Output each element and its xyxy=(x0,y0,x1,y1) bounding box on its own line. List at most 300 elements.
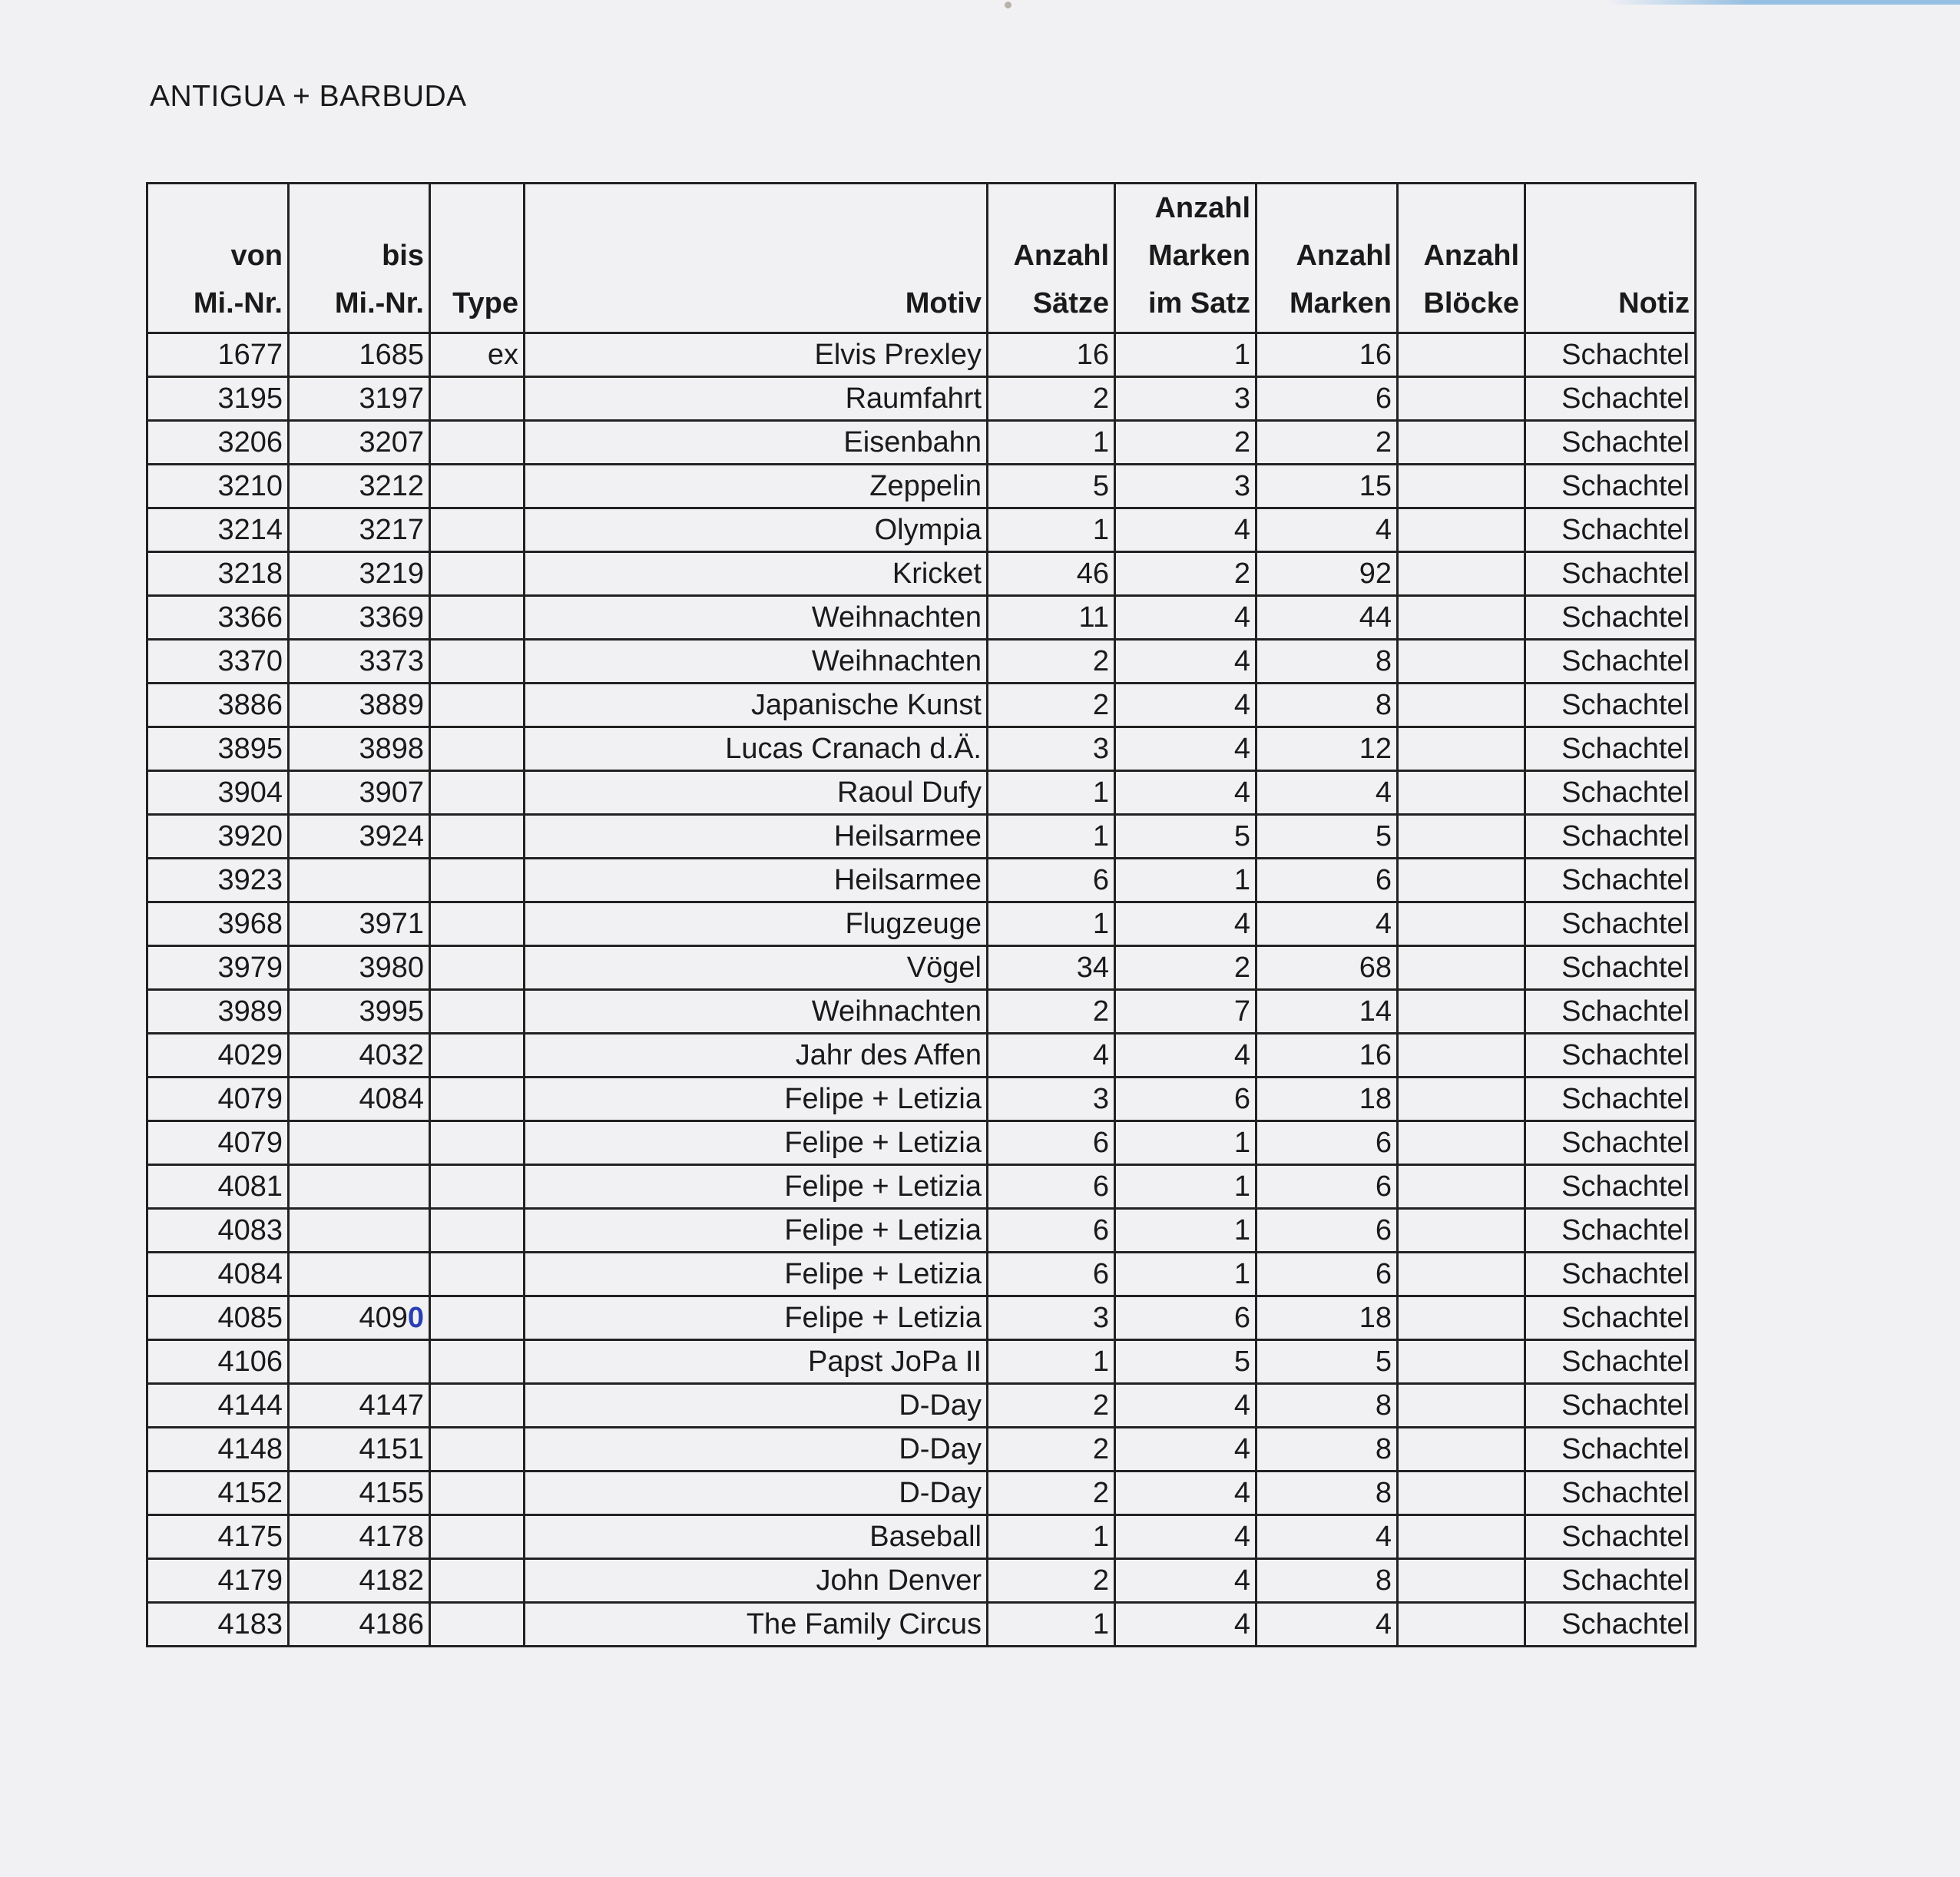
col-notiz-cell: Schachtel xyxy=(1525,640,1696,684)
col-anzahl-saetze-cell: 6 xyxy=(988,1121,1115,1165)
col-anzahl-marken-cell: 6 xyxy=(1256,1209,1398,1253)
col-anzahl-bloecke-cell xyxy=(1398,815,1525,859)
col-motiv-cell: Heilsarmee xyxy=(525,859,988,902)
col-von-cell: 3968 xyxy=(147,902,289,946)
col-bis-cell: 3980 xyxy=(289,946,430,990)
col-anzahl-bloecke-cell xyxy=(1398,1428,1525,1471)
col-anzahl-marken-cell: 18 xyxy=(1256,1296,1398,1340)
col-anzahl-bloecke-cell xyxy=(1398,1603,1525,1647)
table-row xyxy=(147,1428,1696,1471)
col-notiz-cell: Schachtel xyxy=(1525,815,1696,859)
table-row xyxy=(147,596,1696,640)
col-anzahl-saetze-cell: 2 xyxy=(988,1428,1115,1471)
col-von-cell: 4148 xyxy=(147,1428,289,1471)
handwritten-correction-digit: 0 xyxy=(407,1302,424,1334)
col-anzahl-saetze-cell: 1 xyxy=(988,771,1115,815)
col-bis-cell: 3369 xyxy=(289,596,430,640)
col-anzahl-marken-im-satz-cell: 1 xyxy=(1115,859,1256,902)
col-motiv-header xyxy=(525,184,988,333)
header-line: Marken xyxy=(1289,287,1392,319)
col-von-cell: 3195 xyxy=(147,377,289,421)
col-bis-cell: 4032 xyxy=(289,1034,430,1078)
col-von-cell: 4179 xyxy=(147,1559,289,1603)
col-bis-cell: 3219 xyxy=(289,552,430,596)
col-motiv-cell: Zeppelin xyxy=(525,465,988,508)
col-bis-cell: 4084 xyxy=(289,1078,430,1121)
header-line: Anzahl xyxy=(1154,192,1250,224)
table-row xyxy=(147,421,1696,465)
col-type-cell xyxy=(430,946,525,990)
col-von-cell: 3366 xyxy=(147,596,289,640)
table-row xyxy=(147,1603,1696,1647)
col-motiv-cell: Elvis Prexley xyxy=(525,333,988,377)
table-row xyxy=(147,990,1696,1034)
col-type-cell xyxy=(430,1603,525,1647)
col-anzahl-saetze-cell: 46 xyxy=(988,552,1115,596)
table-row xyxy=(147,1340,1696,1384)
col-von-header xyxy=(147,184,289,333)
col-von-cell: 4085 xyxy=(147,1296,289,1340)
col-notiz-cell: Schachtel xyxy=(1525,1165,1696,1209)
col-notiz-cell: Schachtel xyxy=(1525,1121,1696,1165)
col-type-cell xyxy=(430,1340,525,1384)
col-bis-header xyxy=(289,184,430,333)
col-bis-cell: 4147 xyxy=(289,1384,430,1428)
col-bis-cell: 3373 xyxy=(289,640,430,684)
col-notiz-cell: Schachtel xyxy=(1525,465,1696,508)
col-anzahl-marken-im-satz-cell: 4 xyxy=(1115,1428,1256,1471)
col-von-cell: 4079 xyxy=(147,1121,289,1165)
col-type-cell xyxy=(430,1078,525,1121)
col-anzahl-marken-im-satz-cell: 3 xyxy=(1115,465,1256,508)
table-row xyxy=(147,1034,1696,1078)
col-notiz-cell: Schachtel xyxy=(1525,377,1696,421)
col-anzahl-marken-cell: 12 xyxy=(1256,727,1398,771)
col-notiz-cell: Schachtel xyxy=(1525,1428,1696,1471)
col-motiv-cell: Felipe + Letizia xyxy=(525,1296,988,1340)
col-type-cell xyxy=(430,552,525,596)
col-notiz-cell: Schachtel xyxy=(1525,990,1696,1034)
col-notiz-cell: Schachtel xyxy=(1525,552,1696,596)
col-anzahl-marken-cell: 4 xyxy=(1256,1515,1398,1559)
col-anzahl-marken-cell: 18 xyxy=(1256,1078,1398,1121)
col-anzahl-marken-cell: 8 xyxy=(1256,640,1398,684)
col-anzahl-marken-im-satz-cell: 1 xyxy=(1115,1253,1256,1296)
table-row xyxy=(147,640,1696,684)
col-anzahl-saetze-cell: 1 xyxy=(988,1515,1115,1559)
header-line: Mi.-Nr. xyxy=(334,287,424,319)
col-bis-cell xyxy=(289,1209,430,1253)
col-anzahl-saetze-cell: 2 xyxy=(988,684,1115,727)
col-anzahl-marken-cell: 8 xyxy=(1256,1428,1398,1471)
table-row xyxy=(147,859,1696,902)
col-bis-cell: 3212 xyxy=(289,465,430,508)
col-anzahl-marken-cell: 6 xyxy=(1256,859,1398,902)
col-anzahl-saetze-cell: 6 xyxy=(988,1209,1115,1253)
col-motiv-cell: Weihnachten xyxy=(525,596,988,640)
col-motiv-cell: Lucas Cranach d.Ä. xyxy=(525,727,988,771)
col-bis-cell: 4186 xyxy=(289,1603,430,1647)
col-type-cell xyxy=(430,684,525,727)
col-anzahl-saetze-cell: 1 xyxy=(988,508,1115,552)
header-line: Marken xyxy=(1147,240,1250,272)
col-anzahl-saetze-cell: 1 xyxy=(988,815,1115,859)
col-notiz-cell: Schachtel xyxy=(1525,1209,1696,1253)
col-anzahl-marken-im-satz-cell: 4 xyxy=(1115,596,1256,640)
header-line: bis xyxy=(382,240,424,272)
header-line: Notiz xyxy=(1618,287,1690,319)
col-anzahl-bloecke-cell xyxy=(1398,1034,1525,1078)
col-anzahl-saetze-header xyxy=(988,184,1115,333)
col-anzahl-marken-im-satz-cell: 2 xyxy=(1115,946,1256,990)
col-anzahl-bloecke-cell xyxy=(1398,727,1525,771)
col-anzahl-marken-im-satz-cell: 6 xyxy=(1115,1078,1256,1121)
col-bis-cell: 3995 xyxy=(289,990,430,1034)
col-type-cell xyxy=(430,596,525,640)
col-type-cell xyxy=(430,1034,525,1078)
col-motiv-cell: Felipe + Letizia xyxy=(525,1253,988,1296)
table-row xyxy=(147,946,1696,990)
header-line: von xyxy=(230,240,283,272)
col-von-cell: 4144 xyxy=(147,1384,289,1428)
col-anzahl-bloecke-cell xyxy=(1398,859,1525,902)
col-motiv-cell: Felipe + Letizia xyxy=(525,1078,988,1121)
col-bis-cell: 4155 xyxy=(289,1471,430,1515)
col-anzahl-bloecke-cell xyxy=(1398,1384,1525,1428)
col-anzahl-marken-im-satz-cell: 5 xyxy=(1115,815,1256,859)
col-anzahl-bloecke-cell xyxy=(1398,377,1525,421)
col-von-cell: 3214 xyxy=(147,508,289,552)
col-anzahl-bloecke-cell xyxy=(1398,902,1525,946)
col-notiz-cell: Schachtel xyxy=(1525,902,1696,946)
col-anzahl-saetze-cell: 1 xyxy=(988,1603,1115,1647)
col-anzahl-marken-cell: 8 xyxy=(1256,684,1398,727)
col-anzahl-marken-im-satz-cell: 1 xyxy=(1115,1165,1256,1209)
col-bis-cell: 3898 xyxy=(289,727,430,771)
col-motiv-cell: D-Day xyxy=(525,1428,988,1471)
col-bis-cell: 1685 xyxy=(289,333,430,377)
table-row xyxy=(147,771,1696,815)
col-bis-cell xyxy=(289,859,430,902)
col-anzahl-bloecke-cell xyxy=(1398,552,1525,596)
col-anzahl-saetze-cell: 2 xyxy=(988,640,1115,684)
col-type-cell xyxy=(430,990,525,1034)
col-anzahl-marken-cell: 16 xyxy=(1256,333,1398,377)
col-anzahl-bloecke-cell xyxy=(1398,1253,1525,1296)
col-anzahl-marken-im-satz-header xyxy=(1115,184,1256,333)
col-motiv-cell: Flugzeuge xyxy=(525,902,988,946)
col-anzahl-marken-im-satz-cell: 4 xyxy=(1115,1515,1256,1559)
col-anzahl-bloecke-cell xyxy=(1398,1078,1525,1121)
col-von-cell: 4106 xyxy=(147,1340,289,1384)
col-anzahl-saetze-cell: 3 xyxy=(988,727,1115,771)
col-anzahl-saetze-cell: 3 xyxy=(988,1078,1115,1121)
col-bis-cell: 3924 xyxy=(289,815,430,859)
col-anzahl-marken-cell: 14 xyxy=(1256,990,1398,1034)
col-von-cell: 4079 xyxy=(147,1078,289,1121)
col-von-cell: 3979 xyxy=(147,946,289,990)
col-anzahl-marken-cell: 68 xyxy=(1256,946,1398,990)
col-bis-cell xyxy=(289,1340,430,1384)
header-line: Sätze xyxy=(1032,287,1109,319)
col-type-cell xyxy=(430,1384,525,1428)
stamp-inventory-table xyxy=(146,182,1697,1647)
scan-edge-tint xyxy=(1605,0,1960,5)
col-bis-cell: 3907 xyxy=(289,771,430,815)
col-anzahl-bloecke-cell xyxy=(1398,1165,1525,1209)
col-motiv-cell: Eisenbahn xyxy=(525,421,988,465)
col-bis-cell: 3207 xyxy=(289,421,430,465)
col-notiz-cell: Schachtel xyxy=(1525,1078,1696,1121)
table-row xyxy=(147,1253,1696,1296)
col-type-cell: ex xyxy=(430,333,525,377)
col-anzahl-marken-cell: 2 xyxy=(1256,421,1398,465)
col-anzahl-marken-im-satz-cell: 4 xyxy=(1115,902,1256,946)
col-anzahl-bloecke-cell xyxy=(1398,684,1525,727)
col-anzahl-marken-cell: 6 xyxy=(1256,1165,1398,1209)
col-motiv-cell: Vögel xyxy=(525,946,988,990)
col-anzahl-saetze-cell: 6 xyxy=(988,859,1115,902)
col-notiz-cell: Schachtel xyxy=(1525,859,1696,902)
col-anzahl-bloecke-cell xyxy=(1398,640,1525,684)
col-anzahl-marken-cell: 16 xyxy=(1256,1034,1398,1078)
col-anzahl-saetze-cell: 2 xyxy=(988,990,1115,1034)
col-type-cell xyxy=(430,1253,525,1296)
col-notiz-cell: Schachtel xyxy=(1525,333,1696,377)
col-motiv-cell: Weihnachten xyxy=(525,990,988,1034)
col-bis-cell: 4090 xyxy=(289,1296,430,1340)
col-notiz-cell: Schachtel xyxy=(1525,1603,1696,1647)
header-line: Anzahl xyxy=(1423,240,1519,272)
col-anzahl-marken-cell: 44 xyxy=(1256,596,1398,640)
col-motiv-cell: Raumfahrt xyxy=(525,377,988,421)
col-bis-cell: 4178 xyxy=(289,1515,430,1559)
col-anzahl-marken-cell: 8 xyxy=(1256,1384,1398,1428)
col-anzahl-marken-im-satz-cell: 2 xyxy=(1115,552,1256,596)
col-anzahl-saetze-cell: 34 xyxy=(988,946,1115,990)
col-anzahl-bloecke-cell xyxy=(1398,990,1525,1034)
col-bis-cell xyxy=(289,1165,430,1209)
table-row xyxy=(147,508,1696,552)
col-anzahl-saetze-cell: 2 xyxy=(988,1384,1115,1428)
header-line: Anzahl xyxy=(1013,240,1109,272)
col-bis-cell: 3197 xyxy=(289,377,430,421)
col-anzahl-marken-im-satz-cell: 3 xyxy=(1115,377,1256,421)
table-row xyxy=(147,684,1696,727)
col-motiv-cell: The Family Circus xyxy=(525,1603,988,1647)
col-anzahl-marken-cell: 4 xyxy=(1256,902,1398,946)
col-anzahl-marken-cell: 92 xyxy=(1256,552,1398,596)
table-row xyxy=(147,1559,1696,1603)
col-anzahl-saetze-cell: 11 xyxy=(988,596,1115,640)
col-anzahl-saetze-cell: 3 xyxy=(988,1296,1115,1340)
col-type-cell xyxy=(430,771,525,815)
col-type-cell xyxy=(430,727,525,771)
col-anzahl-marken-im-satz-cell: 4 xyxy=(1115,1384,1256,1428)
col-type-cell xyxy=(430,902,525,946)
col-notiz-cell: Schachtel xyxy=(1525,727,1696,771)
col-motiv-cell: Baseball xyxy=(525,1515,988,1559)
col-anzahl-marken-im-satz-cell: 4 xyxy=(1115,640,1256,684)
col-motiv-cell: Kricket xyxy=(525,552,988,596)
col-von-cell: 3218 xyxy=(147,552,289,596)
col-bis-cell: 3217 xyxy=(289,508,430,552)
col-type-cell xyxy=(430,465,525,508)
col-anzahl-bloecke-header xyxy=(1398,184,1525,333)
col-anzahl-bloecke-cell xyxy=(1398,421,1525,465)
col-notiz-header xyxy=(1525,184,1696,333)
header-line: Mi.-Nr. xyxy=(193,287,283,319)
header-line: Blöcke xyxy=(1423,287,1519,319)
table-row xyxy=(147,727,1696,771)
col-bis-cell: 3889 xyxy=(289,684,430,727)
table-row xyxy=(147,815,1696,859)
col-anzahl-bloecke-cell xyxy=(1398,771,1525,815)
col-anzahl-marken-im-satz-cell: 1 xyxy=(1115,333,1256,377)
col-von-cell: 4081 xyxy=(147,1165,289,1209)
col-anzahl-bloecke-cell xyxy=(1398,1471,1525,1515)
col-type-cell xyxy=(430,421,525,465)
col-motiv-cell: Papst JoPa II xyxy=(525,1340,988,1384)
col-anzahl-marken-cell: 5 xyxy=(1256,1340,1398,1384)
col-anzahl-marken-im-satz-cell: 4 xyxy=(1115,771,1256,815)
col-type-header xyxy=(430,184,525,333)
col-anzahl-saetze-cell: 1 xyxy=(988,902,1115,946)
col-von-cell: 3920 xyxy=(147,815,289,859)
col-anzahl-saetze-cell: 2 xyxy=(988,1559,1115,1603)
col-anzahl-saetze-cell: 1 xyxy=(988,421,1115,465)
table-header-row xyxy=(147,184,1696,333)
col-anzahl-marken-im-satz-cell: 1 xyxy=(1115,1209,1256,1253)
col-von-cell: 3923 xyxy=(147,859,289,902)
col-notiz-cell: Schachtel xyxy=(1525,1384,1696,1428)
col-notiz-cell: Schachtel xyxy=(1525,684,1696,727)
col-anzahl-marken-im-satz-cell: 2 xyxy=(1115,421,1256,465)
col-type-cell xyxy=(430,508,525,552)
col-notiz-cell: Schachtel xyxy=(1525,771,1696,815)
col-motiv-cell: D-Day xyxy=(525,1471,988,1515)
col-anzahl-saetze-cell: 2 xyxy=(988,1471,1115,1515)
col-anzahl-bloecke-cell xyxy=(1398,1296,1525,1340)
table-row xyxy=(147,465,1696,508)
col-motiv-cell: Felipe + Letizia xyxy=(525,1209,988,1253)
col-anzahl-marken-im-satz-cell: 5 xyxy=(1115,1340,1256,1384)
col-notiz-cell: Schachtel xyxy=(1525,1340,1696,1384)
col-notiz-cell: Schachtel xyxy=(1525,421,1696,465)
table-row xyxy=(147,1471,1696,1515)
col-anzahl-marken-cell: 8 xyxy=(1256,1559,1398,1603)
col-anzahl-marken-im-satz-cell: 6 xyxy=(1115,1296,1256,1340)
col-bis-cell: 4182 xyxy=(289,1559,430,1603)
col-motiv-cell: Raoul Dufy xyxy=(525,771,988,815)
col-anzahl-marken-cell: 15 xyxy=(1256,465,1398,508)
scan-speck xyxy=(1005,2,1011,8)
col-anzahl-saetze-cell: 6 xyxy=(988,1165,1115,1209)
col-motiv-cell: Japanische Kunst xyxy=(525,684,988,727)
col-type-cell xyxy=(430,1121,525,1165)
col-notiz-cell: Schachtel xyxy=(1525,508,1696,552)
col-von-cell: 4083 xyxy=(147,1209,289,1253)
col-von-cell: 3886 xyxy=(147,684,289,727)
col-anzahl-marken-im-satz-cell: 4 xyxy=(1115,1471,1256,1515)
col-type-cell xyxy=(430,815,525,859)
col-type-cell xyxy=(430,1209,525,1253)
col-von-cell: 3206 xyxy=(147,421,289,465)
col-anzahl-bloecke-cell xyxy=(1398,1559,1525,1603)
col-notiz-cell: Schachtel xyxy=(1525,596,1696,640)
col-von-cell: 4084 xyxy=(147,1253,289,1296)
col-motiv-cell: Olympia xyxy=(525,508,988,552)
col-motiv-cell: Heilsarmee xyxy=(525,815,988,859)
col-von-cell: 3895 xyxy=(147,727,289,771)
col-anzahl-bloecke-cell xyxy=(1398,1209,1525,1253)
col-anzahl-marken-header xyxy=(1256,184,1398,333)
col-anzahl-bloecke-cell xyxy=(1398,465,1525,508)
col-anzahl-marken-im-satz-cell: 4 xyxy=(1115,1603,1256,1647)
col-anzahl-bloecke-cell xyxy=(1398,596,1525,640)
col-bis-cell xyxy=(289,1121,430,1165)
col-notiz-cell: Schachtel xyxy=(1525,1515,1696,1559)
col-notiz-cell: Schachtel xyxy=(1525,1471,1696,1515)
table-row xyxy=(147,377,1696,421)
col-von-cell: 3989 xyxy=(147,990,289,1034)
col-anzahl-marken-im-satz-cell: 4 xyxy=(1115,684,1256,727)
col-type-cell xyxy=(430,1296,525,1340)
table-row xyxy=(147,1384,1696,1428)
col-bis-cell: 3971 xyxy=(289,902,430,946)
col-anzahl-saetze-cell: 2 xyxy=(988,377,1115,421)
col-bis-cell: 4151 xyxy=(289,1428,430,1471)
col-von-cell: 3210 xyxy=(147,465,289,508)
col-anzahl-marken-cell: 5 xyxy=(1256,815,1398,859)
col-bis-cell xyxy=(289,1253,430,1296)
col-anzahl-marken-im-satz-cell: 4 xyxy=(1115,727,1256,771)
col-anzahl-marken-cell: 4 xyxy=(1256,508,1398,552)
header-line: Motiv xyxy=(905,287,982,319)
header-line: Anzahl xyxy=(1296,240,1392,272)
header-line: im Satz xyxy=(1147,287,1250,319)
col-type-cell xyxy=(430,1559,525,1603)
col-motiv-cell: Jahr des Affen xyxy=(525,1034,988,1078)
col-type-cell xyxy=(430,1428,525,1471)
col-type-cell xyxy=(430,859,525,902)
col-anzahl-saetze-cell: 1 xyxy=(988,1340,1115,1384)
col-anzahl-marken-im-satz-cell: 4 xyxy=(1115,1034,1256,1078)
col-anzahl-saetze-cell: 5 xyxy=(988,465,1115,508)
col-notiz-cell: Schachtel xyxy=(1525,1034,1696,1078)
col-anzahl-marken-cell: 4 xyxy=(1256,1603,1398,1647)
col-notiz-cell: Schachtel xyxy=(1525,1559,1696,1603)
col-anzahl-saetze-cell: 4 xyxy=(988,1034,1115,1078)
col-notiz-cell: Schachtel xyxy=(1525,1296,1696,1340)
col-anzahl-marken-cell: 6 xyxy=(1256,377,1398,421)
col-anzahl-marken-cell: 8 xyxy=(1256,1471,1398,1515)
col-notiz-cell: Schachtel xyxy=(1525,1253,1696,1296)
col-anzahl-marken-cell: 4 xyxy=(1256,771,1398,815)
table-row xyxy=(147,1209,1696,1253)
col-type-cell xyxy=(430,1471,525,1515)
col-von-cell: 4029 xyxy=(147,1034,289,1078)
table-row xyxy=(147,902,1696,946)
col-von-cell: 3904 xyxy=(147,771,289,815)
table-row xyxy=(147,1165,1696,1209)
col-anzahl-marken-im-satz-cell: 4 xyxy=(1115,1559,1256,1603)
col-type-cell xyxy=(430,1515,525,1559)
page-title: ANTIGUA + BARBUDA xyxy=(150,80,467,113)
col-anzahl-bloecke-cell xyxy=(1398,946,1525,990)
col-type-cell xyxy=(430,377,525,421)
table-row xyxy=(147,1296,1696,1340)
